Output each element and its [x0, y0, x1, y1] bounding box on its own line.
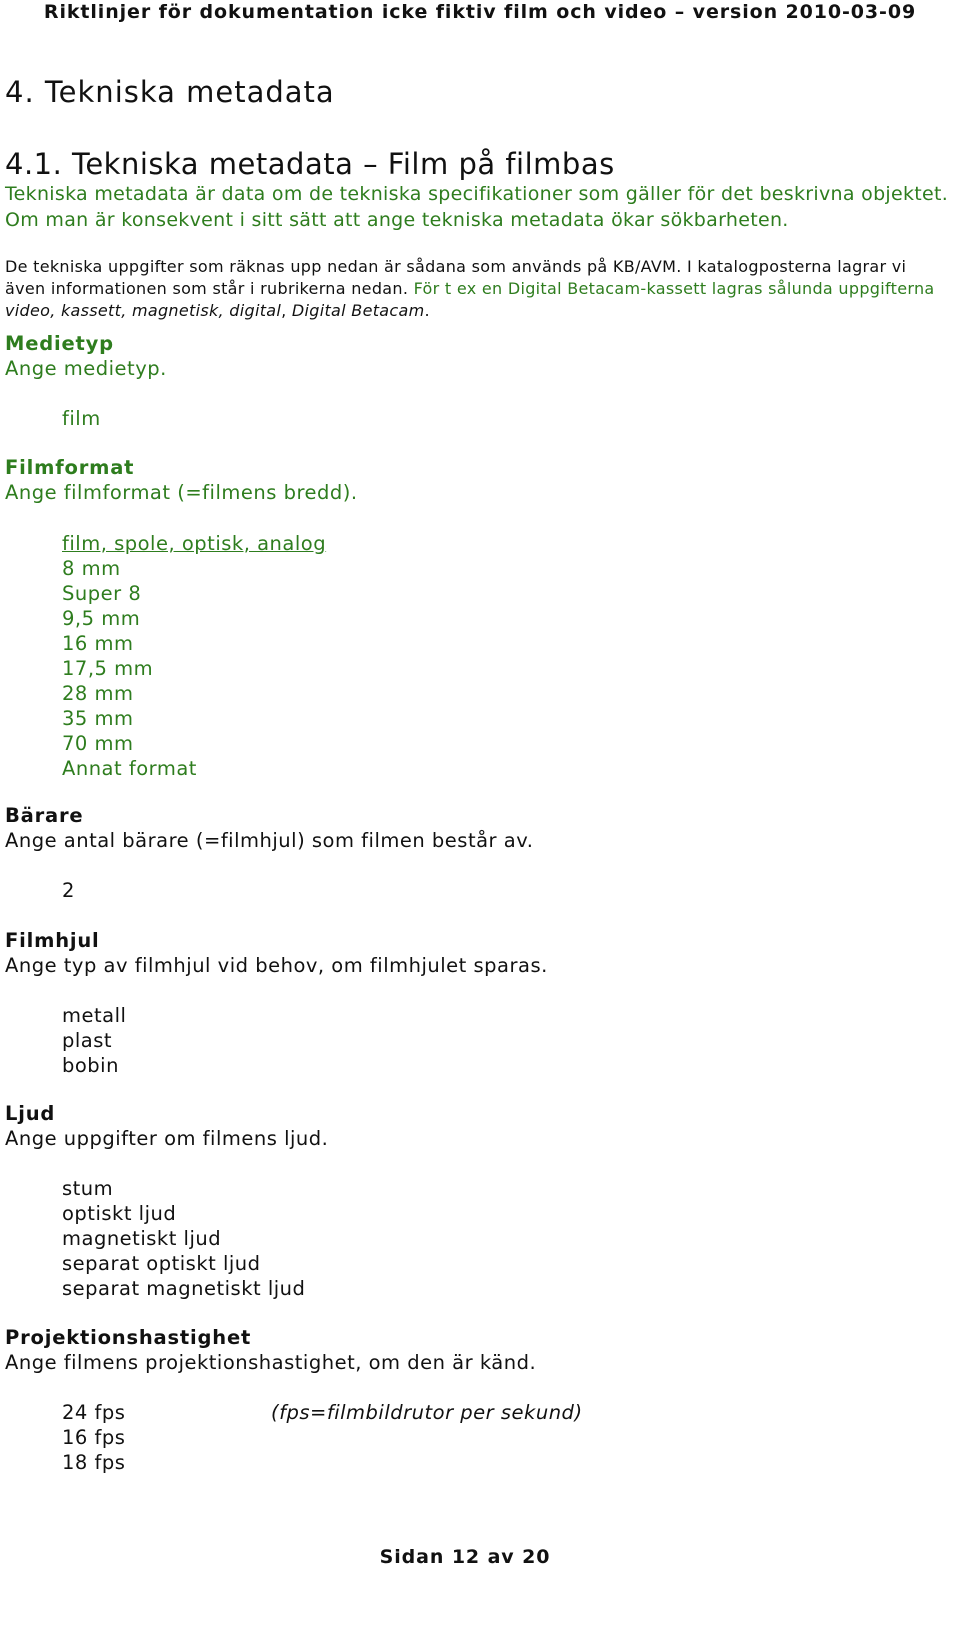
projektionshastighet-label: Projektionshastighet [5, 1326, 252, 1349]
ljud-label: Ljud [5, 1102, 56, 1125]
running-header: Riktlinjer för dokumentation icke fiktiv film och video – version 2010-03-09 [43, 1, 917, 23]
list-item: optiskt ljud [62, 1202, 177, 1225]
intro-paragraph-1: Tekniska metadata är data om de tekniska specifikationer som gäller för det beskrivna objektet. Om man är konsekvent i sitt sätt att ange tekniska metadata ökar sökbarheten. [5, 183, 949, 231]
filmformat-values [62, 531, 326, 781]
filmhjul-instruction: Ange typ av filmhjul vid behov, om filmhjulet sparas. [5, 954, 548, 977]
filmhjul-values [62, 1003, 126, 1078]
filmformat-label: Filmformat [5, 456, 135, 479]
intro-sentence-1: De tekniska uppgifter som räknas upp nedan är sådana som används på KB/AVM. [5, 257, 682, 276]
intro-separator: , [281, 301, 292, 320]
list-item: 16 mm [62, 632, 134, 655]
list-item: plast [62, 1029, 113, 1052]
intro-example-format: Digital Betacam [291, 301, 425, 320]
list-item: Annat format [62, 757, 197, 780]
list-item: magnetiskt ljud [62, 1227, 222, 1250]
list-item: 18 fps [62, 1451, 126, 1474]
list-item: film [62, 407, 101, 430]
intro-example-values: video, kassett, magnetisk, digital [5, 301, 282, 320]
barare-instruction: Ange antal bärare (=filmhjul) som filmen består av. [5, 829, 534, 852]
barare-values [62, 878, 75, 903]
filmhjul-label: Filmhjul [5, 929, 100, 952]
medietyp-instruction: Ange medietyp. [5, 357, 167, 380]
ljud-instruction: Ange uppgifter om filmens ljud. [5, 1127, 329, 1150]
medietyp-values [62, 406, 101, 431]
filmformat-instruction: Ange filmformat (=filmens bredd). [5, 481, 358, 504]
list-item: Super 8 [62, 582, 142, 605]
medietyp-label: Medietyp [5, 332, 114, 355]
intro-end: . [424, 301, 430, 320]
chapter-title: 4. Tekniska metadata [5, 75, 335, 109]
section-title: 4.1. Tekniska metadata – Film på filmbas [5, 147, 615, 181]
ljud-values [62, 1176, 305, 1301]
list-item: 28 mm [62, 682, 134, 705]
filmformat-heading: film, spole, optisk, analog [62, 532, 327, 555]
list-item: 8 mm [62, 557, 121, 580]
intro-paragraph-2 [5, 256, 950, 322]
list-item: 17,5 mm [62, 657, 154, 680]
list-item: 2 [62, 879, 75, 902]
projektionshastighet-instruction: Ange filmens projektionshastighet, om den är känd. [5, 1351, 537, 1374]
page-number: Sidan 12 av 20 [379, 1546, 551, 1568]
intro-sentence-2: I katalogposterna lagrar vi även informationen som står i rubrikerna nedan. [5, 257, 907, 298]
intro-sentence-3: För t ex en Digital Betacam-kassett lagras sålunda uppgifterna [413, 279, 935, 298]
list-item: 35 mm [62, 707, 134, 730]
list-item: metall [62, 1004, 127, 1027]
list-item: 24 fps [62, 1401, 126, 1424]
fps-note: (fps=filmbildrutor per sekund) [271, 1401, 583, 1424]
list-item: 16 fps [62, 1426, 126, 1449]
list-item: bobin [62, 1054, 119, 1077]
list-item: stum [62, 1177, 114, 1200]
list-item: 70 mm [62, 732, 134, 755]
barare-label: Bärare [5, 804, 84, 827]
list-item: separat optiskt ljud [62, 1252, 261, 1275]
projektionshastighet-values [62, 1400, 125, 1475]
list-item: 9,5 mm [62, 607, 141, 630]
list-item: separat magnetiskt ljud [62, 1277, 306, 1300]
